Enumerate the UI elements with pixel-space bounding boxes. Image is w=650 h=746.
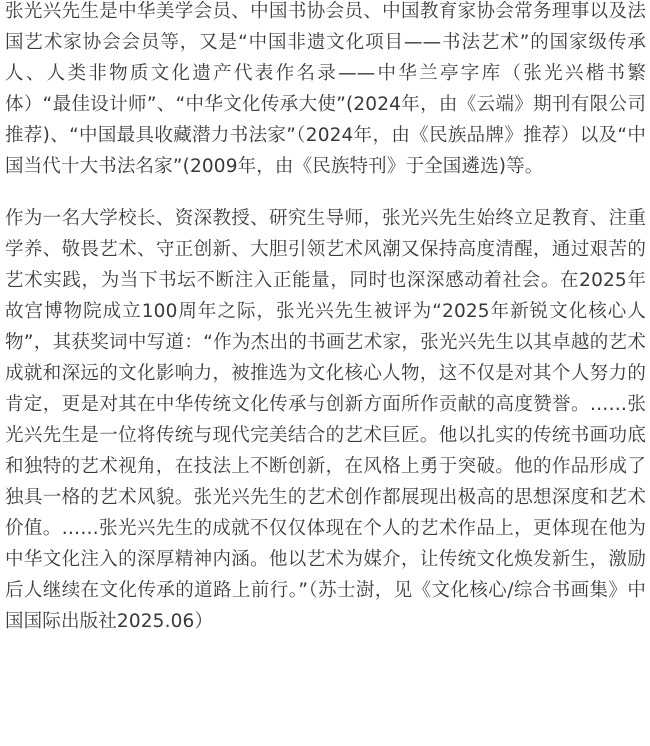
paragraph-award: 作为一名大学校长、资深教授、研究生导师，张光兴先生始终立足教育、注重学养、敬畏艺术、守正创新、大胆引领艺术风潮又保持高度清醒，通过艰苦的艺术实践，为当下书坛不断注入正能量，同时也深深感动着社会。在2025年故宫博物院成立100周年之际，张光兴先生被评为“2025年新锐文化核心人物”，其获奖词中写道：“作为杰出的书画艺术家，张光兴先生以其卓越的艺术成就和深远的文化影响力，被推选为文化核心人物，这不仅是对其个人努力的肯定，更是对其在中华传统文化传承与创新方面所作贡献的高度赞誉。……张光兴先生是一位将传统与现代完美结合的艺术巨匠。他以扎实的传统书画功底和独特的艺术视角，在技法上不断创新，在风格上勇于突破。他的作品形成了独具一格的艺术风貌。张光兴先生的艺术创作都展现出极高的思想深度和艺术价值。……张光兴先生的成就不仅仅体现在个人的艺术作品上，更体现在他为中华文化注入的深厚精神内涵。他以艺术为媒介，让传统文化焕发新生，激励后人继续在文化传承的道路上前行。”（苏士澍，见《文化核心/综合书画集》中国国际出版社2025.06） xyxy=(5,208,646,632)
paragraph-honors: 张光兴先生是中华美学会员、中国书协会员、中国教育家协会常务理事以及法国艺术家协会会员等，又是“中国非遗文化项目——书法艺术”的国家级传承人、人类非物质文化遗产代表作名录——中华兰亭字库（张光兴楷书繁体）“最佳设计师”、“中华文化传承大使”(2024年，由《云端》期刊有限公司推荐)、“中国最具收藏潜力书法家”（2024年，由《民族品牌》推荐）以及“中国当代十大书法名家”(2009年，由《民族特刊》于全国遴选)等。 xyxy=(5,1,646,177)
